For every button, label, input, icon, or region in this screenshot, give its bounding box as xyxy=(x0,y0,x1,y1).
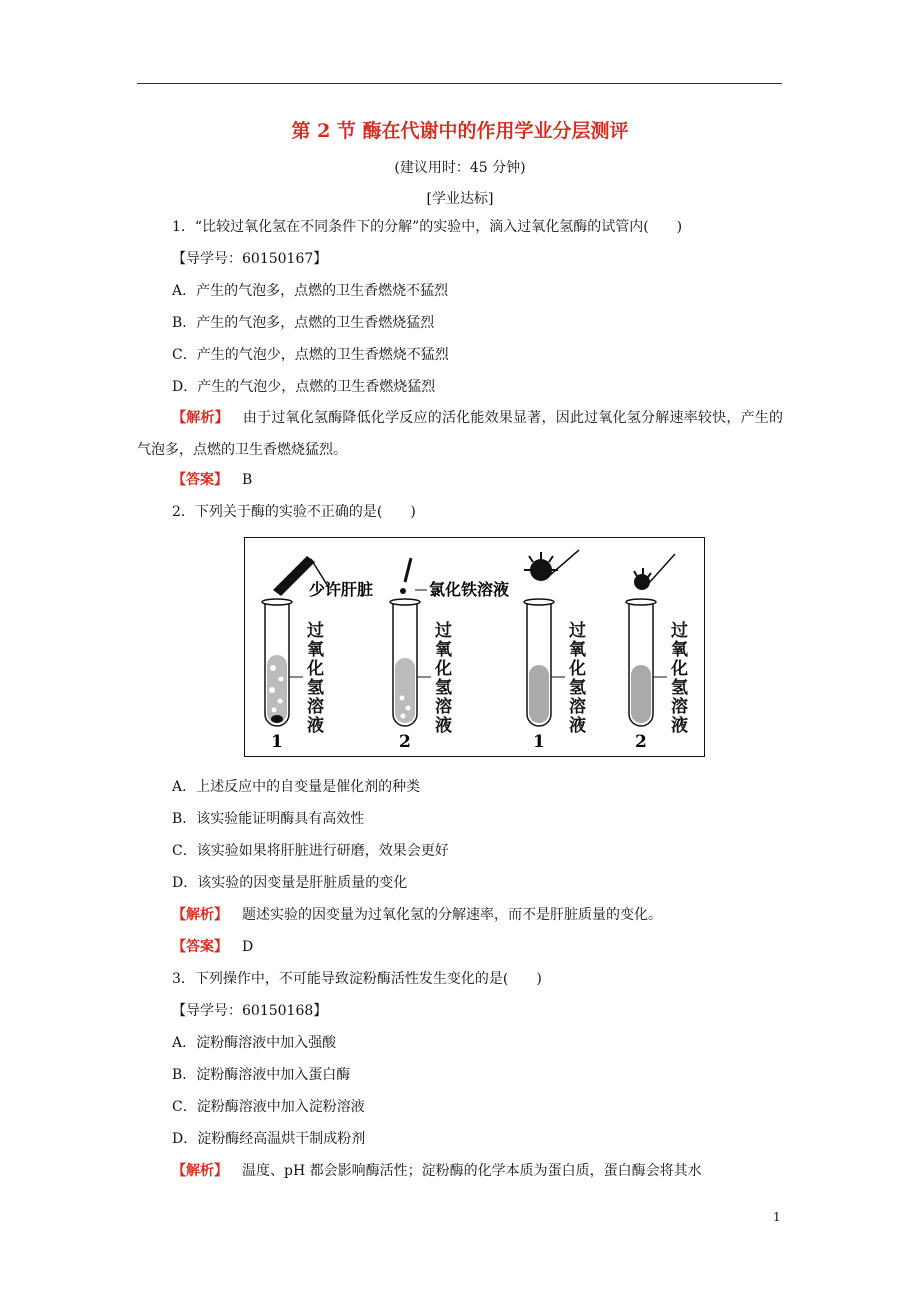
q1-option-c: C．产生的气泡少，点燃的卫生香燃烧不猛烈 xyxy=(172,347,449,363)
header-rule xyxy=(137,83,782,84)
tube-2-fecl3 xyxy=(390,599,431,752)
q3-analysis-text: 温度、pH 都会影响酶活性；淀粉酶的化学本质为蛋白质，蛋白酶会将其水 xyxy=(242,1163,702,1179)
q2-analysis xyxy=(172,906,662,924)
q1-option-d: D．产生的气泡少，点燃的卫生香燃烧猛烈 xyxy=(172,379,436,395)
q3-guide-number: 【导学号：60150168】 xyxy=(172,1003,328,1019)
suggested-time: (建议用时：45 分钟) xyxy=(394,160,526,176)
q1-answer xyxy=(172,471,252,489)
tube-number-1a: 1 xyxy=(271,732,283,752)
section-heading: [学业达标] xyxy=(426,191,494,207)
q1-analysis-label: 【解析】 xyxy=(172,410,229,426)
q1-option-a: A．产生的气泡多，点燃的卫生香燃烧不猛烈 xyxy=(172,283,449,299)
q3-stem: 3．下列操作中，不可能导致淀粉酶活性发生变化的是( ) xyxy=(172,971,542,987)
q2-analysis-text: 题述实验的因变量为过氧化氢的分解速率，而不是肝脏质量的变化。 xyxy=(242,907,662,923)
q2-stem: 2．下列关于酶的实验不正确的是( ) xyxy=(172,504,416,520)
q1-option-b: B．产生的气泡多，点燃的卫生香燃烧猛烈 xyxy=(172,315,435,331)
dropper-icon xyxy=(400,558,427,594)
q3-analysis xyxy=(172,1162,702,1180)
q2-answer xyxy=(172,938,253,956)
tube-number-2b: 2 xyxy=(635,732,647,752)
q2-option-a: A．上述反应中的自变量是催化剂的种类 xyxy=(172,779,421,795)
tube-label-4: 过氧化氢溶液 xyxy=(671,621,688,736)
experiment-figure xyxy=(244,537,705,757)
tube-label-3: 过氧化氢溶液 xyxy=(569,621,586,736)
incense-weak-icon xyxy=(634,554,675,590)
tube-1-liver xyxy=(262,599,303,752)
q2-option-d: D．该实验的因变量是肝脏质量的变化 xyxy=(172,875,408,891)
q3-option-c: C．淀粉酶溶液中加入淀粉溶液 xyxy=(172,1099,365,1115)
q1-stem: 1．“比较过氧化氢在不同条件下的分解”的实验中，滴入过氧化氢酶的试管内( ) xyxy=(172,219,683,235)
q1-answer-label: 【答案】 xyxy=(172,472,228,488)
q2-option-c: C．该实验如果将肝脏进行研磨，效果会更好 xyxy=(172,843,449,859)
page-number: 1 xyxy=(773,1210,781,1224)
label-liver: 少许肝脏 xyxy=(309,580,374,599)
label-fecl3: 氯化铁溶液 xyxy=(429,580,510,599)
q3-option-d: D．淀粉酶经高温烘干制成粉剂 xyxy=(172,1131,366,1147)
q3-option-b: B．淀粉酶溶液中加入蛋白酶 xyxy=(172,1067,351,1083)
tube-2-incense xyxy=(626,599,667,752)
q2-analysis-label: 【解析】 xyxy=(172,907,228,923)
tube-number-1b: 1 xyxy=(533,732,545,752)
q1-analysis-text: 由于过氧化氢酶降低化学反应的活化能效果显著，因此过氧化氢分解速率较快，产生的气泡多，点燃的卫生香燃烧猛烈。 xyxy=(137,410,784,458)
q3-option-a: A．淀粉酶溶液中加入强酸 xyxy=(172,1035,337,1051)
tube-1-incense xyxy=(524,599,565,752)
page-title: 第 2 节 酶在代谢中的作用学业分层测评 xyxy=(291,120,629,142)
q1-guide-number: 【导学号：60150167】 xyxy=(172,251,328,267)
tube-number-2a: 2 xyxy=(399,732,411,752)
q2-answer-value: D xyxy=(242,939,254,955)
q2-answer-label: 【答案】 xyxy=(172,939,228,955)
tube-label-1: 过氧化氢溶液 xyxy=(307,621,324,736)
incense-vigorous-icon xyxy=(524,550,579,581)
q1-answer-value: B xyxy=(242,472,253,488)
q1-analysis xyxy=(137,402,783,466)
q3-analysis-label: 【解析】 xyxy=(172,1163,228,1179)
tube-label-2: 过氧化氢溶液 xyxy=(435,621,452,736)
q2-option-b: B．该实验能证明酶具有高效性 xyxy=(172,811,365,827)
